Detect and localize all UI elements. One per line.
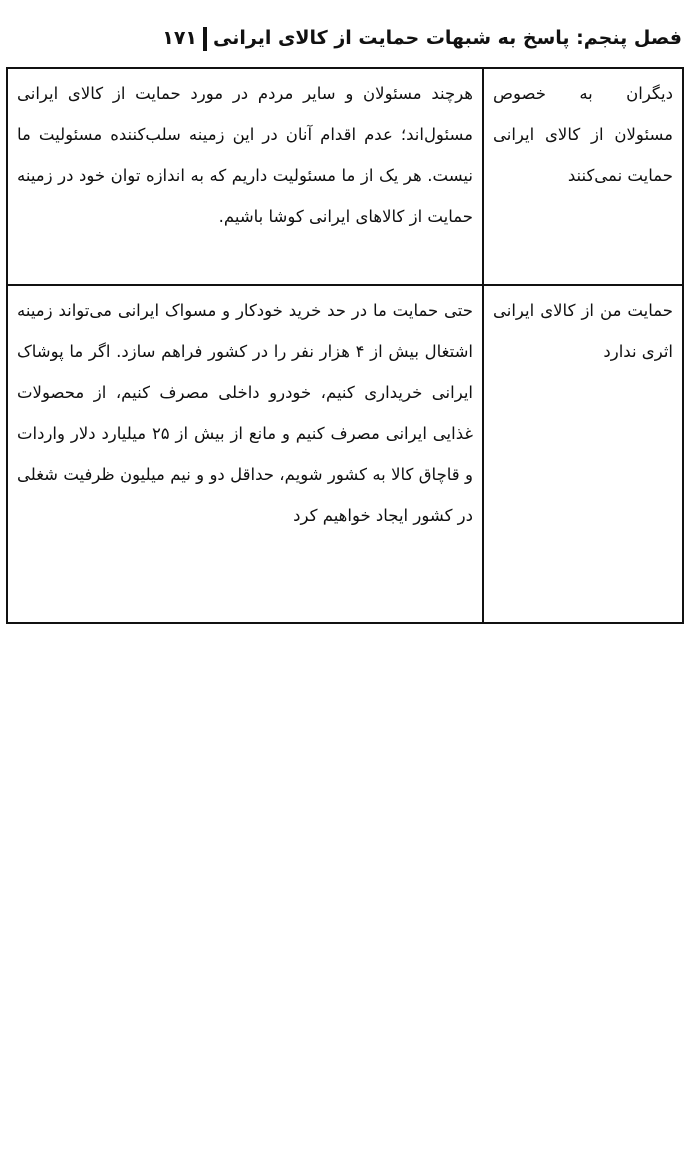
answer-cell: هرچند مسئولان و سایر مردم در مورد حمایت از کالای ایرانی مسئول‌اند؛ عدم اقدام آنان در این زمینه سلب‌کننده مسئولیت ما نیست. هر یک از ما مسئولیت داریم که به اندازه توان خود در زمینه حمایت از کالاهای ایرانی کوشا باشیم. xyxy=(7,68,483,285)
table-row xyxy=(7,68,683,285)
question-cell: دیگران به خصوص مسئولان از کالای ایرانی حمایت نمی‌کنند xyxy=(483,68,683,285)
page-number: ۱۷۱ xyxy=(162,27,198,49)
qa-table xyxy=(6,67,684,624)
header-separator xyxy=(203,27,207,51)
question-cell: حمایت من از کالای ایرانی اثری ندارد xyxy=(483,285,683,623)
table-row xyxy=(7,285,683,623)
answer-cell: حتی حمایت ما در حد خرید خودکار و مسواک ایرانی می‌تواند زمینه اشتغال بیش از ۴ هزار نفر را در کشور فراهم سازد. اگر ما پوشاک ایرانی خریداری کنیم، خودرو داخلی مصرف کنیم، از محصولات غذایی ایرانی مصرف کنیم و مانع از بیش از ۲۵ میلیارد دلار واردات و قاچاق کالا به کشور شویم، حداقل دو و نیم میلیون ظرفیت شغلی در کشور ایجاد خواهیم کرد xyxy=(7,285,483,623)
chapter-title: فصل پنجم: پاسخ به شبهات حمایت از کالای ایرانی xyxy=(213,27,682,49)
page-header xyxy=(18,18,682,58)
